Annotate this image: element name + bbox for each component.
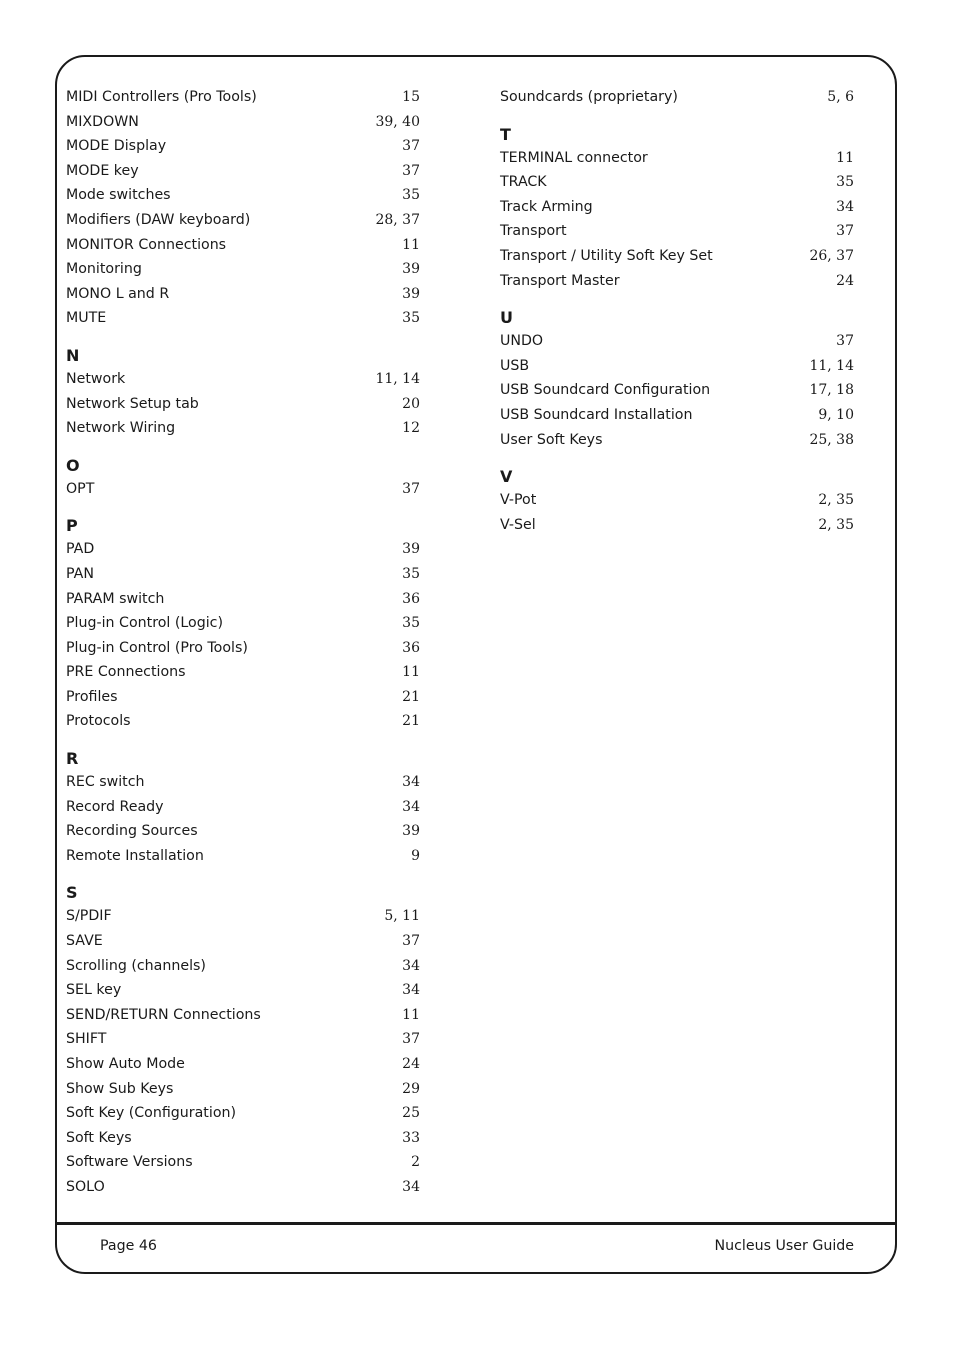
page-reference: 9 <box>411 847 420 864</box>
index-term: MUTE <box>66 310 107 327</box>
index-term: Network Wiring <box>66 420 176 437</box>
index-entry <box>66 588 420 613</box>
index-entry <box>66 209 420 234</box>
index-entry <box>66 1053 420 1078</box>
page-reference: 11 <box>402 1006 420 1023</box>
index-term: Network <box>66 370 126 387</box>
index-entry <box>66 686 420 711</box>
page-reference: 39 <box>402 261 420 278</box>
index-term: Plug-in Control (Pro Tools) <box>66 639 248 656</box>
section-letter: O <box>66 455 80 475</box>
index-entry <box>66 905 420 930</box>
index-entry <box>500 379 854 404</box>
index-section <box>500 465 854 538</box>
index-entry <box>66 1078 420 1103</box>
index-entry <box>66 307 420 332</box>
index-entry <box>66 955 420 980</box>
index-entry <box>66 86 420 111</box>
index-entry <box>66 258 420 283</box>
page-reference: 39 <box>402 285 420 302</box>
index-term: Transport Master <box>500 272 620 289</box>
index-entry <box>66 1102 420 1127</box>
page-reference: 11 <box>836 149 854 166</box>
index-term: V-Pot <box>500 492 537 509</box>
page-reference: 34 <box>836 198 854 215</box>
index-entry <box>500 171 854 196</box>
index-entry <box>66 1028 420 1053</box>
index-term: Modifiers (DAW keyboard) <box>66 211 251 228</box>
page-number: Page 46 <box>100 1238 157 1254</box>
index-entry <box>66 796 420 821</box>
section-letter: R <box>66 749 79 769</box>
index-entry <box>66 184 420 209</box>
page-reference: 21 <box>402 688 420 705</box>
page-reference: 25 <box>402 1105 420 1122</box>
index-term: PAD <box>66 541 95 558</box>
index-section <box>66 344 420 442</box>
index-section <box>66 881 420 1200</box>
index-term: TRACK <box>500 174 547 191</box>
index-entry <box>66 234 420 259</box>
index-entry <box>66 283 420 308</box>
index-term: MIXDOWN <box>66 113 139 130</box>
index-term: SEL key <box>66 982 122 999</box>
index-entry <box>66 417 420 442</box>
page-reference: 5, 6 <box>827 89 854 105</box>
index-term: Soft Keys <box>66 1129 132 1146</box>
index-entry <box>500 404 854 429</box>
page-reference: 37 <box>836 333 854 350</box>
index-entry <box>500 330 854 355</box>
index-column-left <box>66 86 420 1201</box>
page-reference: 25, 38 <box>809 431 854 448</box>
index-entry <box>66 563 420 588</box>
index-term: Recording Sources <box>66 823 198 840</box>
page-reference: 37 <box>402 933 420 950</box>
index-entry <box>66 393 420 418</box>
index-entry <box>500 355 854 380</box>
section-letter: N <box>66 345 80 365</box>
page-reference: 34 <box>402 798 420 815</box>
index-term: TERMINAL connector <box>500 149 648 166</box>
index-term: MONITOR Connections <box>66 236 227 253</box>
index-term: Scrolling (channels) <box>66 957 206 974</box>
guide-title: Nucleus User Guide <box>714 1238 854 1254</box>
index-term: Remote Installation <box>66 847 204 864</box>
page-reference: 11, 14 <box>375 370 420 387</box>
page-reference: 39, 40 <box>375 113 420 130</box>
index-entry <box>66 538 420 563</box>
page-reference: 35 <box>402 565 420 582</box>
index-entry <box>66 160 420 185</box>
page-reference: 11, 14 <box>809 357 854 374</box>
page-reference: 29 <box>402 1080 420 1097</box>
index-entry <box>500 270 854 295</box>
index-entry <box>500 147 854 172</box>
index-term: PARAM switch <box>66 590 165 607</box>
index-entry <box>500 514 854 539</box>
index-entry <box>66 661 420 686</box>
page-reference: 2 <box>411 1154 420 1171</box>
index-section <box>66 514 420 735</box>
index-term: SEND/RETURN Connections <box>66 1006 261 1023</box>
index-entry <box>66 368 420 393</box>
index-term: Transport <box>500 223 567 240</box>
index-entry <box>66 478 420 503</box>
index-entry <box>66 820 420 845</box>
index-term: Monitoring <box>66 261 142 278</box>
section-letter: P <box>66 516 78 536</box>
page-reference: 17, 18 <box>809 382 854 399</box>
section-letter: V <box>500 467 513 487</box>
index-section <box>500 306 854 453</box>
page-reference: 20 <box>402 395 420 412</box>
index-term: Record Ready <box>66 798 164 815</box>
index-term: Profiles <box>66 688 118 705</box>
index-entry <box>66 710 420 735</box>
section-letter: S <box>66 883 78 903</box>
section-letter: U <box>500 308 513 328</box>
index-term: UNDO <box>500 333 544 350</box>
index-term: USB Soundcard Configuration <box>500 382 711 399</box>
index-term: USB Soundcard Installation <box>500 406 693 423</box>
page-reference: 35 <box>402 310 420 327</box>
index-column-right <box>500 86 854 538</box>
page-reference: 39 <box>402 541 420 558</box>
index-term: Mode switches <box>66 187 171 204</box>
page-reference: 12 <box>402 420 420 437</box>
index-term: Show Sub Keys <box>66 1080 174 1097</box>
index-term: MONO L and R <box>66 285 170 302</box>
index-term: Show Auto Mode <box>66 1056 185 1072</box>
page-reference: 34 <box>402 957 420 974</box>
index-term: PAN <box>66 565 94 582</box>
page-reference: 39 <box>402 823 420 840</box>
page-reference: 37 <box>836 223 854 240</box>
index-term: SAVE <box>66 933 103 950</box>
page-reference: 36 <box>402 590 420 607</box>
section-letter: T <box>500 124 511 144</box>
index-term: S/PDIF <box>66 908 112 925</box>
page-reference: 2, 35 <box>818 492 854 509</box>
index-entry <box>66 845 420 870</box>
index-entry <box>66 930 420 955</box>
index-term: OPT <box>66 480 95 497</box>
page-reference: 11 <box>402 664 420 681</box>
index-term: Soundcards (proprietary) <box>500 89 678 105</box>
page-reference: 24 <box>402 1056 420 1072</box>
index-term: Track Arming <box>500 198 593 215</box>
index-term: MODE Display <box>66 138 167 155</box>
index-entry <box>500 196 854 221</box>
page-reference: 24 <box>836 272 854 289</box>
page-reference: 28, 37 <box>375 211 420 228</box>
index-term: Transport / Utility Soft Key Set <box>500 247 713 264</box>
index-entry <box>66 1176 420 1201</box>
index-entry <box>500 220 854 245</box>
index-entry <box>66 771 420 796</box>
index-entry <box>66 1127 420 1152</box>
index-term: MODE key <box>66 162 139 179</box>
page-reference: 21 <box>402 713 420 730</box>
index-term: SOLO <box>66 1178 105 1195</box>
footer-divider <box>56 1222 897 1225</box>
index-term: Protocols <box>66 713 131 730</box>
page-reference: 37 <box>402 162 420 179</box>
index-term: Soft Key (Configuration) <box>66 1105 237 1122</box>
index-term: Software Versions <box>66 1154 193 1171</box>
index-entry <box>66 135 420 160</box>
index-entry <box>66 1151 420 1176</box>
index-section <box>66 747 420 869</box>
index-term: REC switch <box>66 774 145 791</box>
page-reference: 35 <box>402 615 420 632</box>
index-entry <box>500 86 854 111</box>
index-entry <box>500 429 854 454</box>
index-term: SHIFT <box>66 1031 107 1048</box>
index-entry <box>66 1004 420 1029</box>
index-section <box>66 454 420 503</box>
page-reference: 35 <box>836 174 854 191</box>
index-section <box>500 123 854 295</box>
page-reference: 34 <box>402 1178 420 1195</box>
index-entry <box>66 111 420 136</box>
page-reference: 33 <box>402 1129 420 1146</box>
page-reference: 2, 35 <box>818 516 854 533</box>
index-term: Plug-in Control (Logic) <box>66 615 224 632</box>
page-reference: 15 <box>402 89 420 105</box>
page-reference: 37 <box>402 480 420 497</box>
index-entry <box>66 612 420 637</box>
index-entry <box>66 637 420 662</box>
page-reference: 37 <box>402 138 420 155</box>
index-term: PRE Connections <box>66 664 186 681</box>
page-reference: 5, 11 <box>384 908 420 925</box>
page-reference: 26, 37 <box>809 247 854 264</box>
index-term: MIDI Controllers (Pro Tools) <box>66 89 257 105</box>
page-reference: 35 <box>402 187 420 204</box>
index-term: User Soft Keys <box>500 431 603 448</box>
index-term: Network Setup tab <box>66 395 199 412</box>
page-reference: 34 <box>402 982 420 999</box>
index-entry <box>66 979 420 1004</box>
index-section <box>500 86 854 111</box>
index-entry <box>500 489 854 514</box>
page-reference: 37 <box>402 1031 420 1048</box>
page-reference: 9, 10 <box>818 406 854 423</box>
index-term: V-Sel <box>500 516 536 533</box>
page-reference: 11 <box>402 236 420 253</box>
index-entry <box>500 245 854 270</box>
page-reference: 34 <box>402 774 420 791</box>
index-term: USB <box>500 357 530 374</box>
page-reference: 36 <box>402 639 420 656</box>
index-section <box>66 86 420 332</box>
